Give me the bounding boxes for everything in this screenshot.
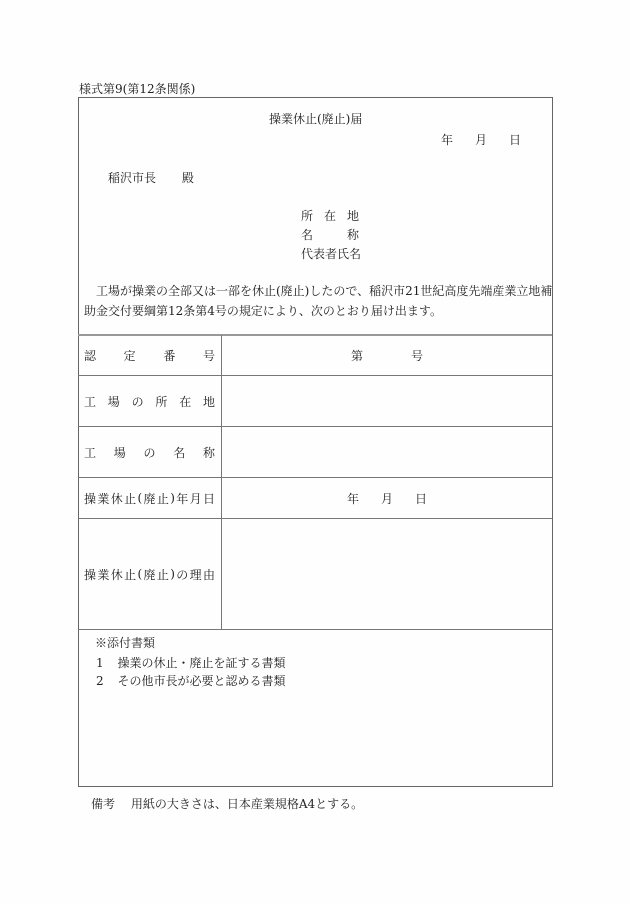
certification-number-field[interactable] — [222, 336, 552, 375]
attachment-item — [96, 672, 285, 689]
label-char: 日 — [202, 491, 215, 506]
attachment-number: 1 — [96, 656, 104, 670]
label-char: 止 — [156, 567, 169, 582]
label-char: 場 — [113, 445, 126, 460]
label-char: 在 — [179, 394, 192, 409]
applicant-name-label — [301, 226, 359, 243]
row-label-factory-address — [84, 376, 215, 426]
body-text-line-1: 工場が操業の全部又は一部を休止(廃止)したので、稲沢市21世紀高度先端産業立地補 — [96, 284, 553, 298]
addressee-name: 稲沢市長 — [108, 171, 157, 185]
label-char: 操 — [84, 567, 97, 582]
row-label-certification-number — [84, 336, 215, 375]
label-char: 操 — [84, 491, 97, 506]
label-char: 定 — [123, 349, 136, 363]
form-title: 操業休止(廃止)届 — [269, 112, 363, 126]
label-char: 止 — [124, 567, 137, 582]
label-char: 番 — [163, 349, 176, 363]
day-label: 日 — [508, 133, 521, 147]
attachment-number: 2 — [96, 674, 104, 688]
row-label-suspension-reason — [84, 519, 215, 629]
label-char: 所 — [155, 394, 168, 409]
attachment-text: その他市長が必要と認める書類 — [117, 674, 286, 688]
label-char: 止 — [156, 491, 169, 506]
label-char: 称 — [202, 445, 215, 460]
factory-name-field[interactable] — [222, 427, 552, 477]
day-label: 日 — [415, 491, 428, 506]
value-prefix: 第 — [350, 349, 363, 363]
label-char: 理 — [189, 567, 202, 582]
addressee — [108, 169, 194, 186]
month-label: 月 — [474, 133, 487, 147]
suspension-date-field[interactable] — [222, 478, 552, 518]
attachments-heading: ※添付書類 — [95, 636, 156, 650]
label-char: 地 — [202, 394, 215, 409]
applicant-representative-label: 代表者氏名 — [301, 247, 362, 261]
body-text-line-2: 助金交付要綱第12条第4号の規定により、次のとおり届け出ます。 — [84, 304, 442, 318]
label-char: 工 — [84, 445, 97, 460]
month-label: 月 — [380, 491, 393, 506]
label-char: 業 — [97, 567, 110, 582]
label-char: ( — [137, 491, 143, 505]
applicant-address-label — [301, 207, 359, 224]
label-char: 廃 — [143, 491, 156, 506]
row-label-factory-name — [84, 427, 215, 477]
label-char: 年 — [176, 491, 189, 506]
attachment-text: 操業の休止・廃止を証する書類 — [117, 656, 286, 670]
label-char: 地 — [346, 209, 359, 223]
year-label: 年 — [441, 133, 454, 147]
label-char: ) — [170, 491, 175, 505]
label-char: の — [176, 567, 189, 582]
year-label: 年 — [346, 491, 359, 506]
label-char: 認 — [84, 349, 97, 363]
addressee-honorific: 殿 — [181, 171, 194, 185]
label-char: 廃 — [143, 567, 156, 582]
label-char: の — [131, 394, 144, 409]
label-char: 止 — [124, 491, 137, 506]
label-char: 休 — [110, 491, 123, 506]
date-header — [441, 131, 521, 148]
label-char: 休 — [110, 567, 123, 582]
label-char: 称 — [346, 228, 359, 242]
label-char: 名 — [301, 228, 314, 242]
label-char: 月 — [189, 491, 202, 506]
label-char: 所 — [301, 209, 314, 223]
form-number: 様式第9(第12条関係) — [79, 82, 196, 96]
label-char: の — [143, 445, 156, 460]
value-suffix: 号 — [411, 349, 424, 363]
label-char: 在 — [323, 209, 336, 223]
label-char: 業 — [97, 491, 110, 506]
factory-address-field[interactable] — [222, 376, 552, 426]
table-divider — [78, 629, 552, 630]
attachment-item — [96, 654, 285, 671]
label-char: ( — [137, 567, 143, 581]
label-char: 名 — [173, 445, 186, 460]
label-char: 工 — [84, 394, 97, 409]
note — [91, 795, 363, 812]
label-char: 由 — [202, 567, 215, 582]
label-char: 号 — [202, 349, 215, 363]
note-text: 用紙の大きさは、日本産業規格A4とする。 — [130, 797, 364, 811]
row-label-suspension-date — [84, 478, 215, 518]
suspension-reason-field[interactable] — [222, 519, 552, 629]
note-label: 備考 — [91, 797, 116, 811]
label-char: ) — [170, 567, 175, 581]
label-char: 場 — [107, 394, 120, 409]
